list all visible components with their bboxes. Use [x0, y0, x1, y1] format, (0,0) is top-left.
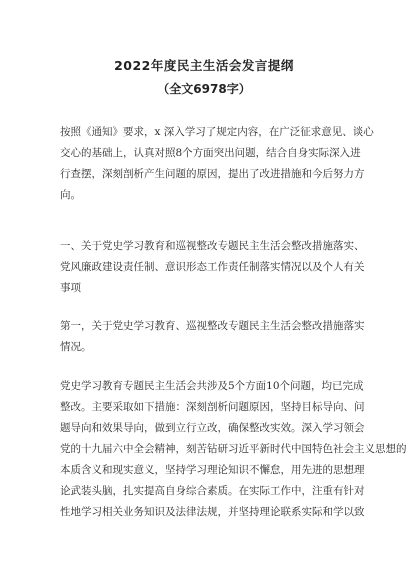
paragraph-line: 交心的基础上，认真对照8个方面突出问题，结合自身实际深入进: [60, 147, 361, 159]
paragraph-line: 党风廉政建设责任制、意识形态工作责任制落实情况以及个人有关: [60, 261, 365, 273]
paragraph-line: 事项: [60, 282, 81, 294]
paragraph-line: 按照《通知》要求，x 深入学习了规定内容，在广泛征求意见、谈心: [60, 126, 374, 138]
paragraph-line: 党史学习教育专题民主生活会共涉及5个方面10个问题，均已完成: [60, 380, 364, 392]
paragraph-line: 一、关于党史学习教育和巡视整改专题民主生活会整改措施落实、: [60, 240, 365, 252]
paragraph-line: 党的十九届六中全会精神，刻苦钻研习近平新时代中国特色社会主义思想的: [60, 443, 407, 455]
paragraph-line: 行查摆，深刻剖析产生问题的原因，提出了改进措施和今后努力方: [60, 168, 365, 180]
body-paragraph: [60, 376, 407, 523]
paragraph-line: 论武装头脑，扎实提高自身综合素质。在实际工作中，注重有针对: [60, 485, 365, 497]
paragraph-line: 第一，关于党史学习教育、巡视整改专题民主生活会整改措施落实: [60, 320, 365, 332]
document-subtitle: （全文6978字）: [157, 82, 251, 96]
document-title: 2022年度民主生活会发言提纲: [114, 58, 294, 73]
paragraph-line: 性地学习相关业务知识及法律法规，并坚持理论联系实际和学以致: [60, 506, 365, 518]
section-heading-one: [60, 236, 365, 299]
paragraph-line: 本质含义和现实意义，坚持学习理论知识不懈怠，用先进的思想理: [60, 464, 365, 476]
paragraph-line: 整改。主要采取如下措施：深刻剖析问题原因，坚持目标导向、问: [60, 401, 365, 413]
intro-paragraph: [60, 122, 374, 206]
paragraph-line: 向。: [60, 189, 81, 201]
paragraph-line: 情况。: [60, 341, 92, 353]
paragraph-line: 题导向和效果导向，做到立行立改，确保整改实效。深入学习领会: [60, 422, 365, 434]
subsection-heading-first: [60, 316, 365, 358]
